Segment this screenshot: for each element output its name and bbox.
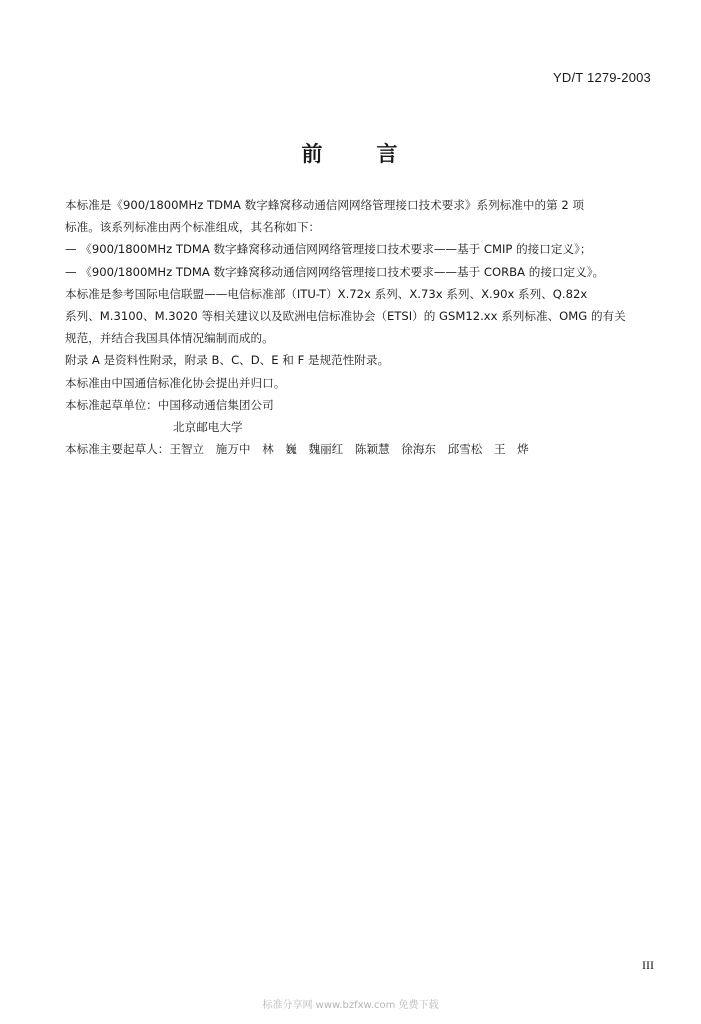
text-line: 附录 A 是资料性附录，附录 B、C、D、E 和 F 是规范性附录。 [65, 353, 390, 368]
text-line: 北京邮电大学 [173, 419, 243, 434]
text-line: 系列、M.3100、M.3020 等相关建议以及欧洲电信标准协会（ETSI）的 GSM12.xx 系列标准、OMG 的有关 [65, 308, 626, 323]
footer-watermark: 标准分享网 www.bzfxw.com 免费下载 [262, 1000, 439, 1011]
title-char-1: 前 [301, 142, 325, 166]
text-line: 标准。该系列标准由两个标准组成，其名称如下： [65, 220, 321, 235]
text-line: 本标准是参考国际电信联盟——电信标准部（ITU-T）X.72x 系列、X.73x 系列、X.90x 系列、Q.82x [65, 286, 588, 301]
text-line: 本标准起草单位：中国移动通信集团公司 [65, 397, 274, 412]
text-line: 规范，并结合我国具体情况编制而成的。 [65, 331, 274, 346]
text-line: — 《900/1800MHz TDMA 数字蜂窝移动通信网网络管理接口技术要求——基于 CORBA 的接口定义》。 [65, 264, 605, 279]
text-line: 本标准由中国通信标准化协会提出并归口。 [65, 375, 286, 390]
page-title [0, 138, 701, 168]
text-line: 本标准主要起草人：王智立 施万中 林 巍 魏丽红 陈颖慧 徐海东 邱雪松 王 烨 [65, 442, 529, 457]
text-line: 本标准是《900/1800MHz TDMA 数字蜂窝移动通信网网络管理接口技术要求》系列标准中的第 2 项 [65, 198, 585, 212]
text-line: — 《900/1800MHz TDMA 数字蜂窝移动通信网网络管理接口技术要求——基于 CMIP 的接口定义》； [65, 242, 592, 257]
standard-code: YD/T 1279-2003 [553, 70, 651, 85]
foreword-body [65, 194, 660, 460]
title-char-2: 言 [376, 142, 400, 166]
page-number: III [642, 958, 654, 972]
